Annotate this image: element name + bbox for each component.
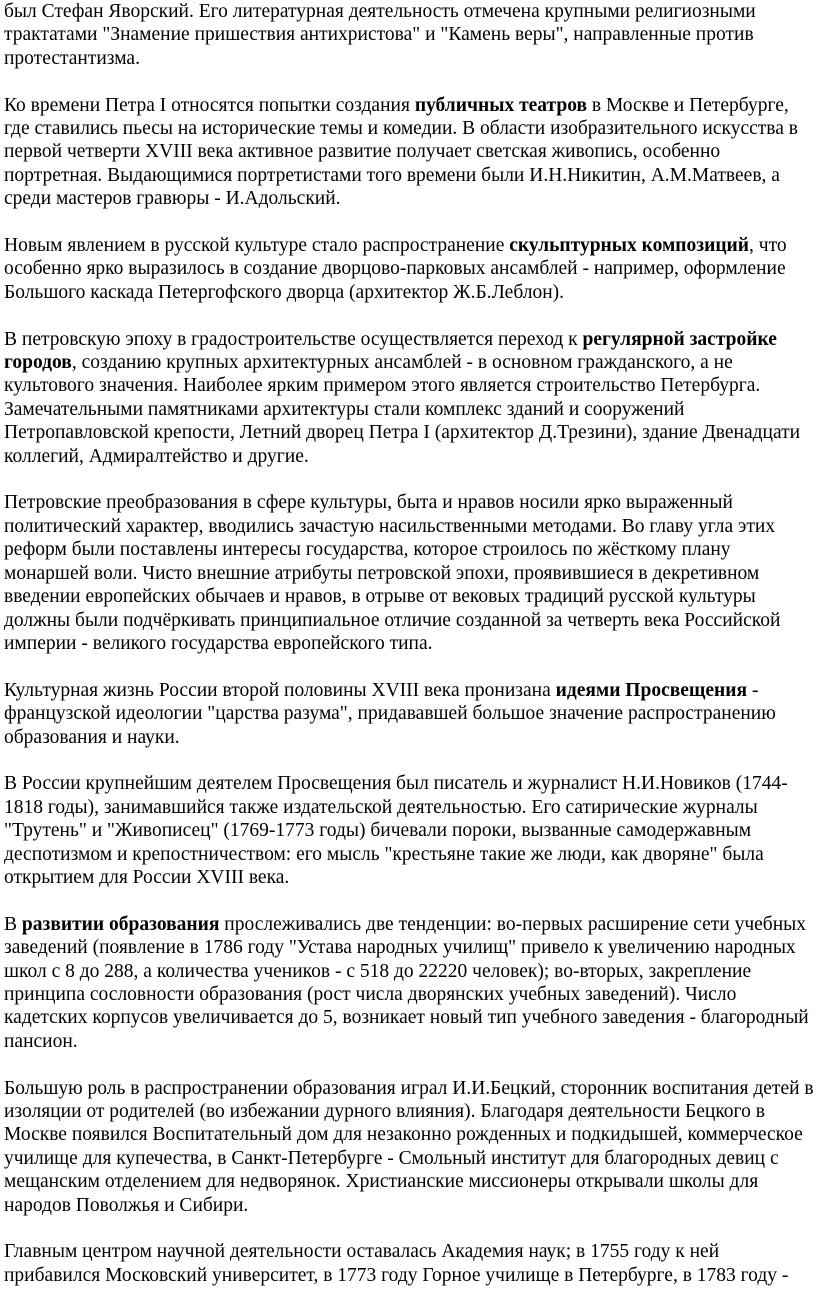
paragraph-text: Культурная жизнь России второй половины XVIII века пронизана — [4, 679, 556, 701]
paragraph-text: в Москве и Петербурге, где ставились пьесы на исторические темы и комедии. В области изобразительного искусства в первой четверти XVIII века активное развитие получает светская живопись, особенно портретная. Выдающимися портретистами того времени были И.Н.Никитин, А.М.Матвеев, а среди мастеров гравюры - И.Адольский. — [4, 94, 798, 210]
paragraph — [4, 328, 816, 468]
paragraph — [4, 234, 816, 304]
emphasis-text: идеями Просвещения — [555, 679, 748, 701]
paragraph-text: В петровскую эпоху в градостроительстве осуществляется переход к — [4, 328, 583, 350]
paragraph — [4, 679, 816, 749]
paragraph — [4, 772, 816, 889]
emphasis-text: скульптурных композиций — [509, 235, 750, 257]
paragraph-text: Новым явлением в русской культуре стало распространение — [4, 235, 510, 257]
paragraph-text: В — [4, 913, 22, 935]
paragraph — [4, 0, 816, 70]
emphasis-text: развитии образования — [21, 913, 220, 935]
paragraph — [4, 1240, 816, 1287]
emphasis-text: публичных театров — [414, 94, 587, 116]
paragraph-text: Петровские преобразования в сфере культуры, быта и нравов носили ярко выраженный политический характер, вводились зачастую насильственными методами. Во главу угла этих реформ были поставлены интересы государства, которое строилось по жёсткому плану монаршей воли. Чисто внешние атрибуты петровской эпохи, проявившиеся в декретивном введении европейских обычаев и нравов, в отрыве от вековых традиций русской культуры должны были подчёркивать принципиальное отличие созданной за четверть века Российской империи - великого государства европейского типа. — [4, 492, 781, 654]
paragraph-text: прослеживались две тенденции: во-первых расширение сети учебных заведений (появление в 1786 году "Устава народных училищ" привело к увеличению народных школ с 8 до 288, а количества учеников - с 518 до 22220 человек); во-вторых, закрепление принципа сословности образования (рост числа дворянских учебных заведений). Число кадетских корпусов увеличивается до 5, возникает новый тип учебного заведения - благородный пансион. — [4, 913, 809, 1052]
paragraph — [4, 94, 816, 211]
paragraph — [4, 1077, 816, 1217]
paragraph-text: В России крупнейшим деятелем Просвещения был писатель и журналист Н.И.Новиков (1744-1818 годы), занимавшийся также издательской деятельностью. Его сатирические журналы "Трутень" и "Живописец" (1769-1773 годы) бичевали пороки, вызванные самодержавным деспотизмом и крепостничеством: его мысль "крестьяне такие же люди, как дворяне" была открытием для России XVIII века. — [4, 773, 788, 888]
paragraph-text: Главным центром научной деятельности оставалась Академия наук; в 1755 году к ней прибавился Московский университет, в 1773 году Горное училище в Петербурге, в 1783 году - — [4, 1241, 789, 1286]
emphasis-text: регулярной застройке городов — [4, 328, 777, 374]
paragraph-text: , созданию крупных архитектурных ансамблей - в основном гражданского, а не культового значения. Наиболее ярким примером этого является строительство Петербурга. Замечательными памятниками архитектуры стали комплекс зданий и сооружений Петропавловской крепости, Летний дворец Петра I (архитектор Д.Трезини), здание Двенадцати коллегий, Адмиралтейство и другие. — [4, 352, 801, 467]
paragraph-text: , что особенно ярко выразилось в создание дворцово-парковых ансамблей - например, оформление Большого каскада Петергофского дворца (архитектор Ж.Б.Леблон). — [4, 235, 787, 303]
paragraph-text: Большую роль в распространении образования играл И.И.Бецкий, сторонник воспитания детей в изоляции от родителей (во избежании дурного влияния). Благодаря деятельности Бецкого в Москве появился Воспитательный дом для незаконно рожденных и подкидышей, коммерческое училище для купечества, в Санкт-Петербурге - Смольный институт для благородных девиц с мещанским отделением для недворянок. Христианские миссионеры открывали школы для народов Поволжья и Сибири. — [4, 1077, 814, 1216]
paragraph-text: - французской идеологии "царства разума", придававшей большое значение распространению образования и науки. — [4, 679, 776, 748]
paragraph-text: был Стефан Яворский. Его литературная деятельность отмечена крупными религиозными трактатами "Знамение пришествия антихристова" и "Камень веры", направленные против протестантизма. — [4, 1, 756, 69]
paragraph-text: Ко времени Петра I относятся попытки создания — [4, 94, 415, 116]
paragraph — [4, 913, 816, 1053]
paragraph — [4, 491, 816, 655]
